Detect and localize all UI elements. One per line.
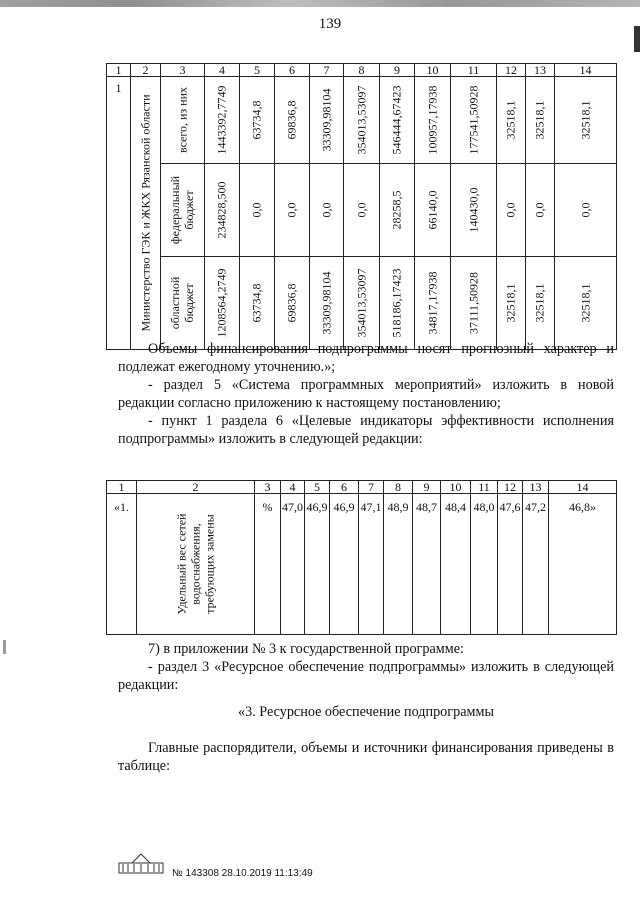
value-text: 63734,8 <box>249 283 264 323</box>
row-label: федеральный бюджет <box>167 175 196 245</box>
ministry-name: Министерство ГЭК и ЖКХ Рязанской области <box>138 94 152 332</box>
value-text: 69836,8 <box>284 100 299 140</box>
value-cell <box>275 257 310 350</box>
value-cell <box>526 257 555 350</box>
header-cell: 5 <box>305 481 330 494</box>
row-label: областной бюджет <box>167 276 196 330</box>
value-cell <box>344 164 380 257</box>
value-cell <box>240 77 275 164</box>
section-heading <box>118 703 614 721</box>
value-cell <box>451 257 497 350</box>
table-row <box>107 257 617 350</box>
header-cell: 3 <box>255 481 281 494</box>
value-cell: 47,6 <box>498 494 523 635</box>
value-text: 1443392,7749 <box>214 85 229 155</box>
header-cell: 10 <box>415 64 451 77</box>
indicator-table <box>106 480 617 635</box>
value-cell <box>380 164 415 257</box>
value-cell <box>380 77 415 164</box>
value-cell <box>497 164 526 257</box>
header-cell: 14 <box>555 64 617 77</box>
header-cell: 12 <box>498 481 523 494</box>
label-cell <box>161 164 205 257</box>
value-cell: 46,9 <box>330 494 359 635</box>
value-text: 69836,8 <box>284 283 299 323</box>
value-text: 518186,17423 <box>389 268 404 338</box>
unit-cell: % <box>255 494 281 635</box>
paragraph: - раздел 3 «Ресурсное обеспечение подпрограммы» изложить в следующей редакции: <box>118 659 614 693</box>
header-cell: 8 <box>384 481 413 494</box>
paragraph: Главные распорядители, объемы и источники финансирования приведены в таблице: <box>118 740 614 774</box>
value-text: 177541,50928 <box>466 85 480 155</box>
header-cell: 11 <box>451 64 497 77</box>
value-cell <box>555 257 617 350</box>
government-building-logo <box>118 851 164 875</box>
header-cell: 14 <box>549 481 617 494</box>
value-text: 0,0 <box>532 202 547 218</box>
value-text: 28258,5 <box>389 190 404 230</box>
page-number: 139 <box>318 16 342 32</box>
header-cell: 5 <box>240 64 275 77</box>
value-text: 354013,53097 <box>354 85 368 155</box>
indicator-name: Удельный вес сетей водоснабжения, требующих замены <box>173 513 216 615</box>
value-text: 234828,500 <box>214 181 229 239</box>
header-cell: 2 <box>137 481 255 494</box>
value-cell <box>526 164 555 257</box>
table-header-row <box>107 481 617 494</box>
value-cell <box>451 77 497 164</box>
header-cell: 9 <box>413 481 441 494</box>
value-cell: 48,7 <box>413 494 441 635</box>
value-text: 354013,53097 <box>354 268 368 338</box>
value-cell <box>555 77 617 164</box>
label-cell <box>161 257 205 350</box>
value-text: 63734,8 <box>249 100 264 140</box>
value-cell: 46,9 <box>305 494 330 635</box>
value-cell <box>497 77 526 164</box>
value-text: 0,0 <box>578 202 592 218</box>
paragraph: Объемы финансирования подпрограммы носят прогнозный характер и подлежат ежегодному уточнению.»; <box>118 341 614 375</box>
table-header-row <box>107 64 617 77</box>
paragraph: 7) в приложении № 3 к государственной программе: <box>148 641 464 657</box>
header-cell: 4 <box>281 481 305 494</box>
value-text: 32518,1 <box>532 100 547 140</box>
value-text: 100957,17938 <box>425 85 439 155</box>
value-text: 1208564,2749 <box>214 268 229 338</box>
document-id: № 143308 28.10.2019 11:13:49 <box>172 868 313 879</box>
value-text: 32518,1 <box>532 283 547 323</box>
header-cell: 10 <box>441 481 471 494</box>
value-cell <box>555 164 617 257</box>
value-cell: 47,2 <box>523 494 549 635</box>
header-cell: 13 <box>523 481 549 494</box>
value-cell <box>205 164 240 257</box>
header-cell: 12 <box>497 64 526 77</box>
table-row <box>107 164 617 257</box>
value-cell <box>310 77 344 164</box>
value-cell: 46,8» <box>549 494 617 635</box>
value-cell <box>205 257 240 350</box>
value-text: 140430,0 <box>466 187 480 233</box>
header-cell: 2 <box>131 64 161 77</box>
value-cell <box>205 77 240 164</box>
value-cell <box>380 257 415 350</box>
funding-table <box>106 63 617 350</box>
header-cell: 1 <box>107 64 131 77</box>
value-cell <box>275 77 310 164</box>
value-cell <box>310 164 344 257</box>
row-number: «1. <box>107 494 137 635</box>
paragraph: - пункт 1 раздела 6 «Целевые индикаторы эффективности исполнения подпрограммы» изложить в следующей редакции: <box>118 413 614 447</box>
value-cell <box>497 257 526 350</box>
table-row <box>107 494 617 635</box>
value-cell <box>240 257 275 350</box>
label-cell <box>161 77 205 164</box>
row-label: всего, из них <box>175 86 189 154</box>
value-cell <box>310 257 344 350</box>
text-block-2 <box>118 640 614 694</box>
ministry-cell <box>131 77 161 350</box>
header-cell: 4 <box>205 64 240 77</box>
header-cell: 8 <box>344 64 380 77</box>
header-cell: 1 <box>107 481 137 494</box>
header-cell: 7 <box>310 64 344 77</box>
header-cell: 11 <box>471 481 498 494</box>
heading-text: «3. Ресурсное обеспечение подпрограммы <box>238 704 494 720</box>
value-cell: 48,0 <box>471 494 498 635</box>
scan-top-edge <box>0 0 640 7</box>
value-cell <box>275 164 310 257</box>
header-cell: 9 <box>380 64 415 77</box>
value-text: 0,0 <box>503 202 518 218</box>
header-cell: 13 <box>526 64 555 77</box>
header-cell: 6 <box>330 481 359 494</box>
scan-edge-mark <box>634 26 640 52</box>
value-cell: 47,1 <box>359 494 384 635</box>
text-block-3 <box>118 739 614 775</box>
value-text: 0,0 <box>249 202 264 218</box>
header-cell: 7 <box>359 481 384 494</box>
indicator-name-cell <box>137 494 255 635</box>
value-cell <box>526 77 555 164</box>
value-text: 33309,98104 <box>319 271 333 335</box>
header-cell: 3 <box>161 64 205 77</box>
value-text: 34817,17938 <box>425 271 439 335</box>
value-cell <box>415 164 451 257</box>
table-row <box>107 77 617 164</box>
value-text: 66140,0 <box>425 190 439 230</box>
value-cell <box>451 164 497 257</box>
value-text: 32518,1 <box>503 100 518 140</box>
header-cell: 6 <box>275 64 310 77</box>
value-text: 37111,50928 <box>466 271 480 335</box>
value-text: 0,0 <box>284 202 299 218</box>
value-cell <box>344 77 380 164</box>
value-cell: 48,9 <box>384 494 413 635</box>
value-text: 32518,1 <box>503 283 518 323</box>
value-cell <box>344 257 380 350</box>
row-number: 1 <box>107 77 131 350</box>
value-cell: 47,0 <box>281 494 305 635</box>
value-text: 546444,67423 <box>389 85 404 155</box>
value-text: 0,0 <box>354 202 368 218</box>
value-cell <box>415 77 451 164</box>
value-cell <box>240 164 275 257</box>
value-text: 33309,98104 <box>319 88 333 152</box>
text-block-1 <box>118 340 614 448</box>
value-cell: 48,4 <box>441 494 471 635</box>
paragraph: - раздел 5 «Система программных мероприятий» изложить в новой редакции согласно приложению к настоящему постановлению; <box>118 377 614 411</box>
scan-hole-mark <box>3 640 6 654</box>
value-text: 32518,1 <box>578 100 592 140</box>
value-text: 32518,1 <box>578 283 592 323</box>
value-text: 0,0 <box>319 202 333 218</box>
value-cell <box>415 257 451 350</box>
